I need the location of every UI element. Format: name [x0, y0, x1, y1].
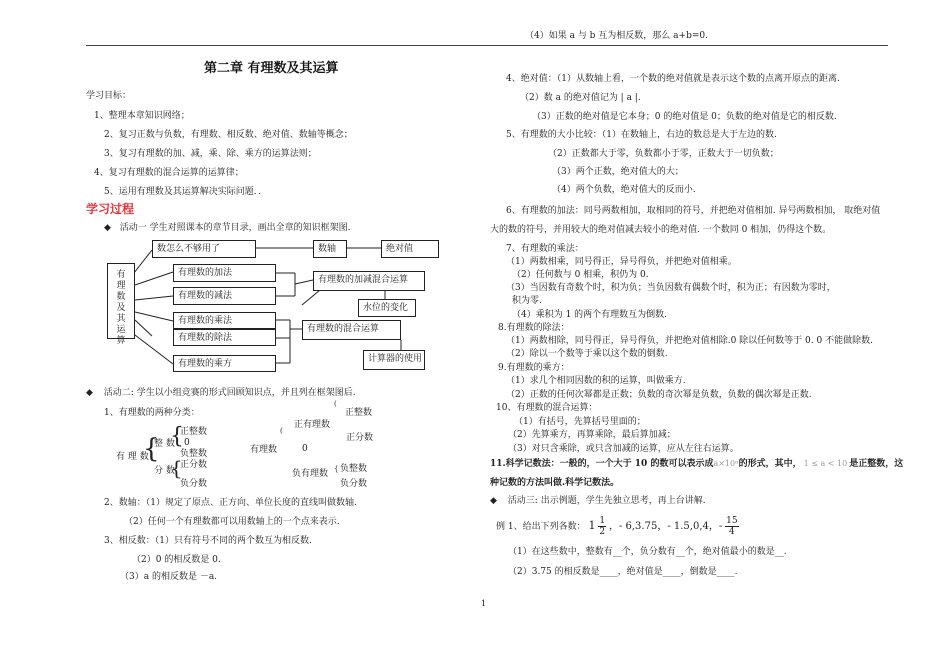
multiplication-rule: （4）乘积为 1 的两个有理数互为倒数. [512, 310, 668, 320]
example-question: （2）3.75 的相反数是____，绝对值是____，倒数是____. [508, 567, 738, 577]
framework-root-label: 有理数及其运算 [116, 270, 126, 346]
fraction-numerator: 1 [599, 516, 606, 526]
box-mixed-operations: 有理数的混合运算 [302, 320, 401, 340]
multiplication-rule: （1）两数相乘，同号得正，异号得负，并把绝对值相乘。 [506, 257, 737, 267]
opposite-def: 3、相反数：（1）只有符号不同的两个数互为相反数. [104, 536, 312, 546]
mixed-rule: （3）对只含乘除，或只含加减的运算，应从左往右运算。 [508, 444, 739, 454]
compare-rule: （3）两个正数，绝对值大的大； [552, 167, 684, 177]
multiplication-title: 7、有理数的乘法： [506, 244, 584, 254]
fraction-fifteen-quarters [725, 516, 738, 537]
goal-item: 5、运用有理数及其运算解决实际问题．． [104, 187, 268, 197]
box-water-level: 水位的变化 [358, 299, 416, 317]
class1-integer: 整 数 [154, 439, 175, 449]
scientific-notation-text: 11.科学记数法：一般的，一个大于 10 的数可以表示成 [490, 459, 714, 469]
compare-rule: 5、有理数的大小比较：（1）在数轴上，右边的数总是大于左边的数. [506, 130, 777, 140]
goal-item: 4、复习有理数的混合运算的运算律； [94, 168, 244, 178]
division-rule: （2）除以一个数等于乘以这个数的倒数. [506, 349, 668, 359]
chapter-title: 第二章 有理数及其运算 [204, 61, 339, 76]
class2-negative: 负有理数 [292, 469, 329, 479]
class2-pos-int: 正整数 [345, 408, 373, 418]
multiplication-rule: （2）任何数与 0 相乘，积仍为 0. [512, 270, 649, 280]
example-one [496, 514, 739, 539]
activity-three-text: 活动三: 出示例题，学生先独立思考，再上台讲解. [507, 496, 706, 506]
class2-root: 有理数 [250, 445, 278, 455]
opposite-def: （4）如果 a 与 b 互为相反数，那么 a+b=0. [525, 31, 708, 41]
brace-icon: { [170, 424, 184, 449]
compare-rule: （4）两个负数，绝对值大的反而小. [552, 185, 696, 195]
classification-title: 1、有理数的两种分类： [104, 408, 200, 418]
class1-root: 有 理 数 [116, 452, 149, 462]
fraction-denominator: 2 [599, 527, 606, 537]
mixed-rule: （2）先算乘方，再算乘除，最后算加减； [508, 430, 676, 440]
scientific-notation-text: 是正整数，这 [849, 459, 904, 469]
addition-rule: 大的数的符号，并用较大的绝对值减去较小的绝对值. 一个数同 0 相加，仍得这个数。 [490, 225, 832, 235]
activity-two-text: 活动二: 学生以小组竞赛的形式回顾知识点，并且列在框架图后. [103, 388, 356, 398]
page-number: 1 [481, 599, 487, 608]
class2-pos-frac: 正分数 [346, 433, 374, 443]
power-rule: （2）正数的任何次幂都是正数；负数的奇次幂是负数，负数的偶次幂是正数. [506, 390, 812, 400]
box-division: 有理数的除法 [173, 329, 276, 346]
division-title: 8.有理数的除法： [498, 323, 570, 333]
class2-mark: ( [280, 427, 283, 435]
mixed-rule: （1）有括号，先算括号里面的； [514, 417, 646, 427]
framework-root-box [107, 263, 135, 346]
box-add-sub-mixed: 有理数的加减混合运算 [313, 271, 425, 291]
scientific-notation [490, 458, 903, 470]
opposite-def: （3）a 的相反数是 －a. [120, 572, 218, 582]
fraction-numerator: 15 [726, 516, 738, 526]
addition-rule: 6、有理数的加法：同号两数相加，取相同的符号，并把绝对值相加. 异号两数相加， 取绝对值 [506, 206, 881, 216]
class1-neg-frac: 负分数 [180, 479, 208, 489]
brace-icon: { [170, 456, 183, 480]
scientific-notation-text: 的形式，其中， [738, 459, 802, 469]
class2-neg-int: 负整数 [340, 464, 368, 474]
fraction-one-half [598, 516, 606, 537]
example-question: （1）在这些数中，整数有__个，负分数有__个，绝对值最小的数是__. [508, 547, 787, 557]
absolute-def: （2）数 a 的绝对值记为 | a |. [520, 93, 641, 103]
class1-zero: 0 [184, 438, 190, 448]
scientific-range: 1 ≤ a < 10 [803, 459, 848, 468]
box-numbers-not-enough: 数怎么不够用了 [152, 240, 256, 258]
power-rule: （1）求几个相同因数的积的运算，叫做乘方. [506, 376, 686, 386]
box-multiplication: 有理数的乘法 [173, 312, 276, 329]
goals-heading: 学习目标： [86, 91, 132, 101]
multiplication-rule: （3）当因数有奇数个时，积为负；当负因数有偶数个时，积为正；有因数为零时， [506, 283, 836, 293]
class2-zero: 0 [302, 444, 308, 454]
class1-pos-int: 正整数 [180, 427, 208, 437]
box-absolute-value: 绝对值 [381, 240, 439, 258]
brace-icon: { [143, 434, 160, 464]
example-whole: 1 [588, 519, 596, 532]
division-rule: （1）两数相除，同号得正，异号得负，并把绝对值相除.0 除以任何数等于 0. 0 不能做除数. [506, 336, 873, 346]
box-number-line: 数轴 [313, 240, 347, 258]
fraction-denominator: 4 [728, 527, 735, 537]
class2-positive: 正有理数 [294, 420, 331, 430]
goal-item: 2、复习正数与负数，有理数、相反数、绝对值、数轴等概念； [104, 130, 353, 140]
goal-item: 3、复习有理数的加、减，乘、除、乘方的运算法则； [104, 149, 317, 159]
absolute-def: （3）正数的绝对值是它本身；0 的绝对值是 0；负数的绝对值是它的相反数. [532, 112, 837, 122]
example-numbers: ，- 6,3.75，- 1.5,0,4，- [608, 521, 723, 532]
scientific-notation-text: 种记数的方法叫做.科学记数法。 [490, 478, 620, 488]
activity-two [86, 387, 356, 399]
example-one-label: 例 1、给出下列各数： [496, 522, 586, 532]
number-line-def: （2）任何一个有理数都可以用数轴上的一个点来表示. [124, 517, 340, 527]
absolute-def: 4、绝对值：（1）从数轴上看，一个数的绝对值就是表示这个数的点离开原点的距离. [506, 74, 840, 84]
compare-rule: （2）正数都大于零，负数都小于零，正数大于一切负数； [548, 149, 779, 159]
box-power: 有理数的乘方 [173, 355, 276, 372]
class1-neg-int: 负整数 [180, 449, 208, 459]
box-subtraction: 有理数的减法 [173, 287, 276, 305]
activity-one-text: 活动一 学生对照课本的章节目录，画出全章的知识框架图. [119, 223, 351, 233]
mixed-title: 10、有理数的混合运算： [496, 403, 598, 413]
class2-mark: ( [334, 400, 337, 408]
class1-pos-frac: 正分数 [180, 460, 208, 470]
scientific-form: a×10ⁿ [713, 459, 739, 468]
activity-three [490, 495, 706, 507]
diamond-bullet-icon: ◆ [490, 496, 497, 506]
class2-mark: { [334, 465, 339, 473]
class1-fraction: 分 数 [154, 466, 175, 476]
number-line-def: 2、数轴：（1）规定了原点、正方向、单位长度的直线叫做数轴. [104, 498, 357, 508]
section-heading: 学习过程 [86, 202, 135, 216]
box-addition: 有理数的加法 [173, 264, 276, 282]
class2-neg-frac: 负分数 [340, 479, 368, 489]
power-title: 9.有理数的乘方： [498, 363, 570, 373]
diamond-bullet-icon: ◆ [86, 388, 93, 398]
opposite-def: （2）0 的相反数是 0. [132, 555, 221, 565]
diamond-bullet-icon: ◆ [104, 223, 111, 233]
box-calculator: 计算器的使用 [363, 350, 425, 370]
multiplication-rule: 积为零. [512, 296, 542, 306]
goal-item: 1、整理本章知识网络； [94, 111, 190, 121]
